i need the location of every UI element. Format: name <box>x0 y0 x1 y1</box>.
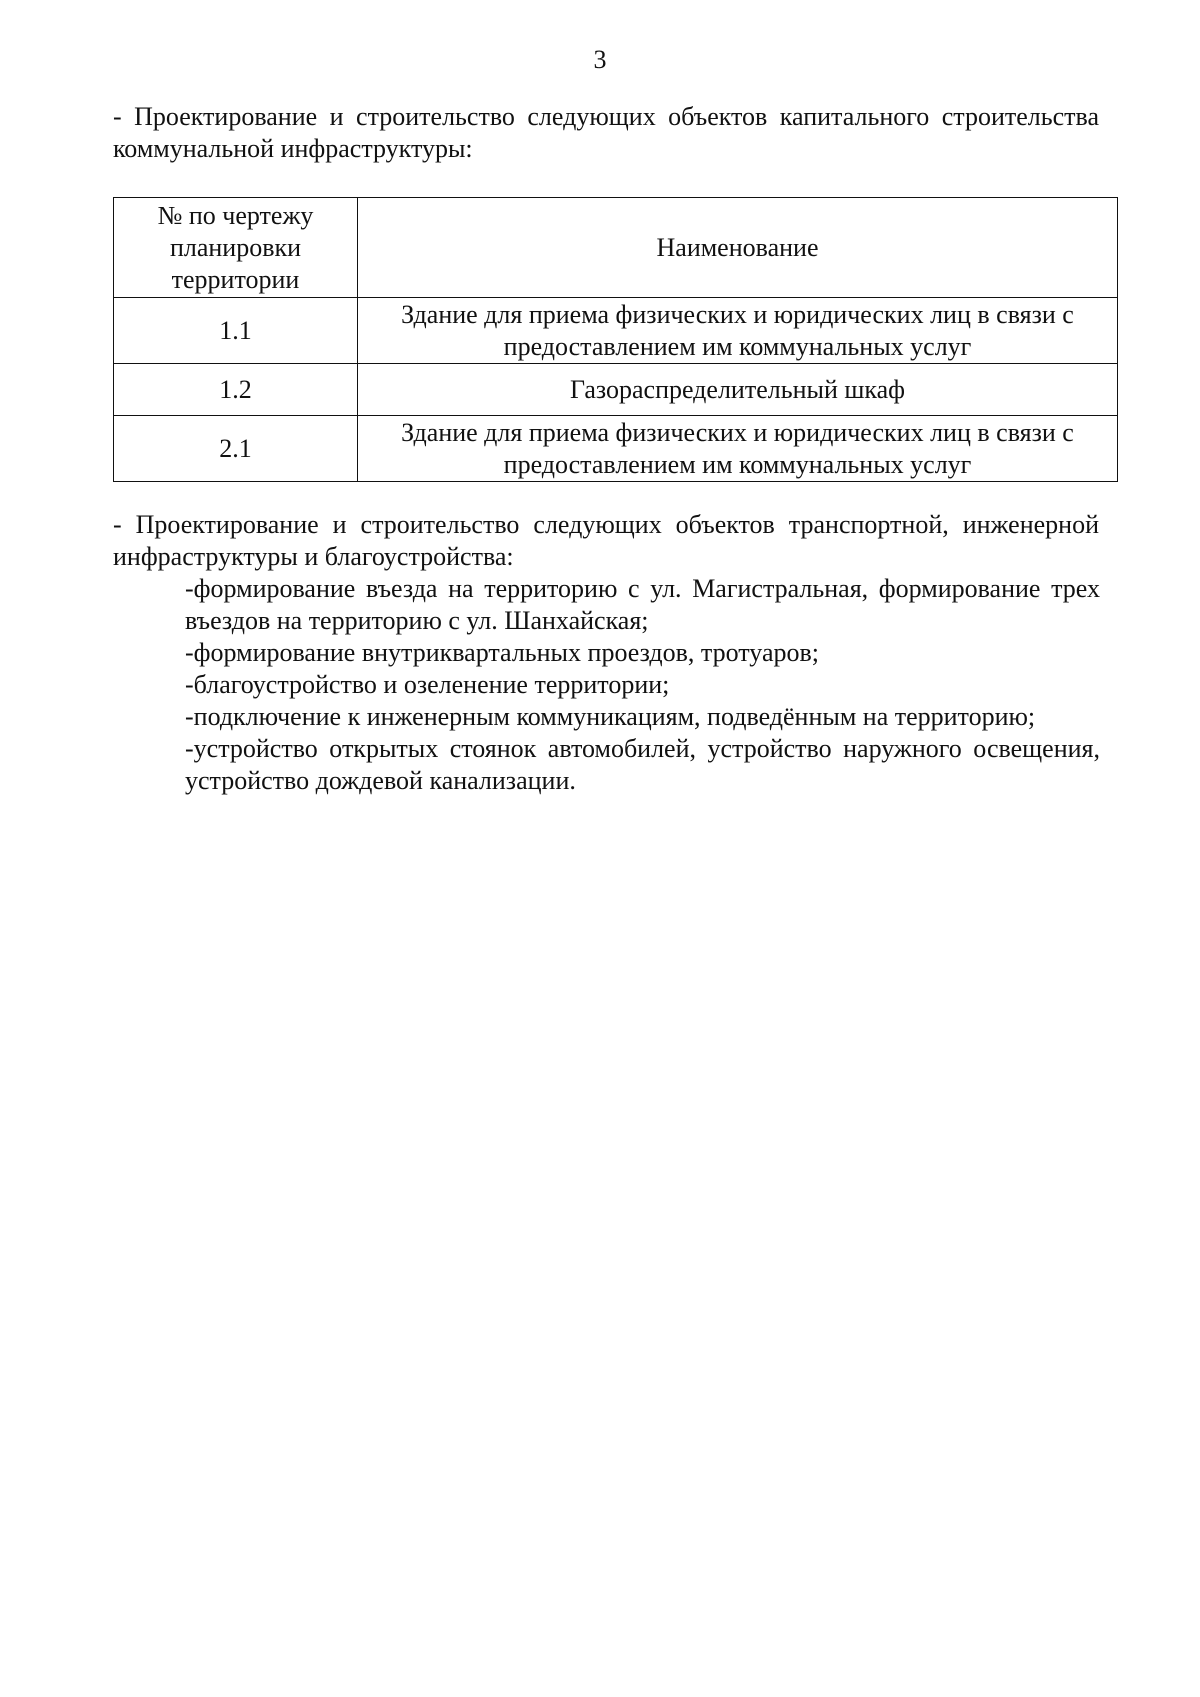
section-intro-utilities: - Проектирование и строительство следующих объектов капитального строительства коммунальной инфраструктуры: <box>113 102 1099 163</box>
row-number: 1.1 <box>114 298 358 364</box>
objects-table <box>113 197 1118 482</box>
table-row <box>114 416 1118 482</box>
row-number: 2.1 <box>114 416 358 482</box>
row-name: Здание для приема физических и юридических лиц в связи с предоставлением им коммунальных услуг <box>358 416 1118 482</box>
list-item: -подключение к инженерным коммуникациям, подведённым на территорию; <box>185 702 1036 731</box>
list-item: -благоустройство и озеленение территории; <box>185 670 670 699</box>
row-number: 1.2 <box>114 364 358 416</box>
works-list <box>185 573 1100 797</box>
table-row <box>114 364 1118 416</box>
row-name: Газораспределительный шкаф <box>358 364 1118 416</box>
header-number: № по чертежу планировки территории <box>114 198 358 298</box>
table-row <box>114 298 1118 364</box>
row-name: Здание для приема физических и юридических лиц в связи с предоставлением им коммунальных услуг <box>358 298 1118 364</box>
header-name: Наименование <box>358 198 1118 298</box>
page-number: 3 <box>593 45 607 74</box>
table-header-row <box>114 198 1118 298</box>
list-item: -формирование въезда на территорию с ул. Магистральная, формирование трех въездов на территорию с ул. Шанхайская; <box>185 574 1100 635</box>
section-intro-transport: - Проектирование и строительство следующих объектов транспортной, инженерной инфраструктуры и благоустройства: <box>113 510 1099 571</box>
list-item: -устройство открытых стоянок автомобилей, устройство наружного освещения, устройство дождевой канализации. <box>185 734 1100 795</box>
list-item: -формирование внутриквартальных проездов, тротуаров; <box>185 638 819 667</box>
